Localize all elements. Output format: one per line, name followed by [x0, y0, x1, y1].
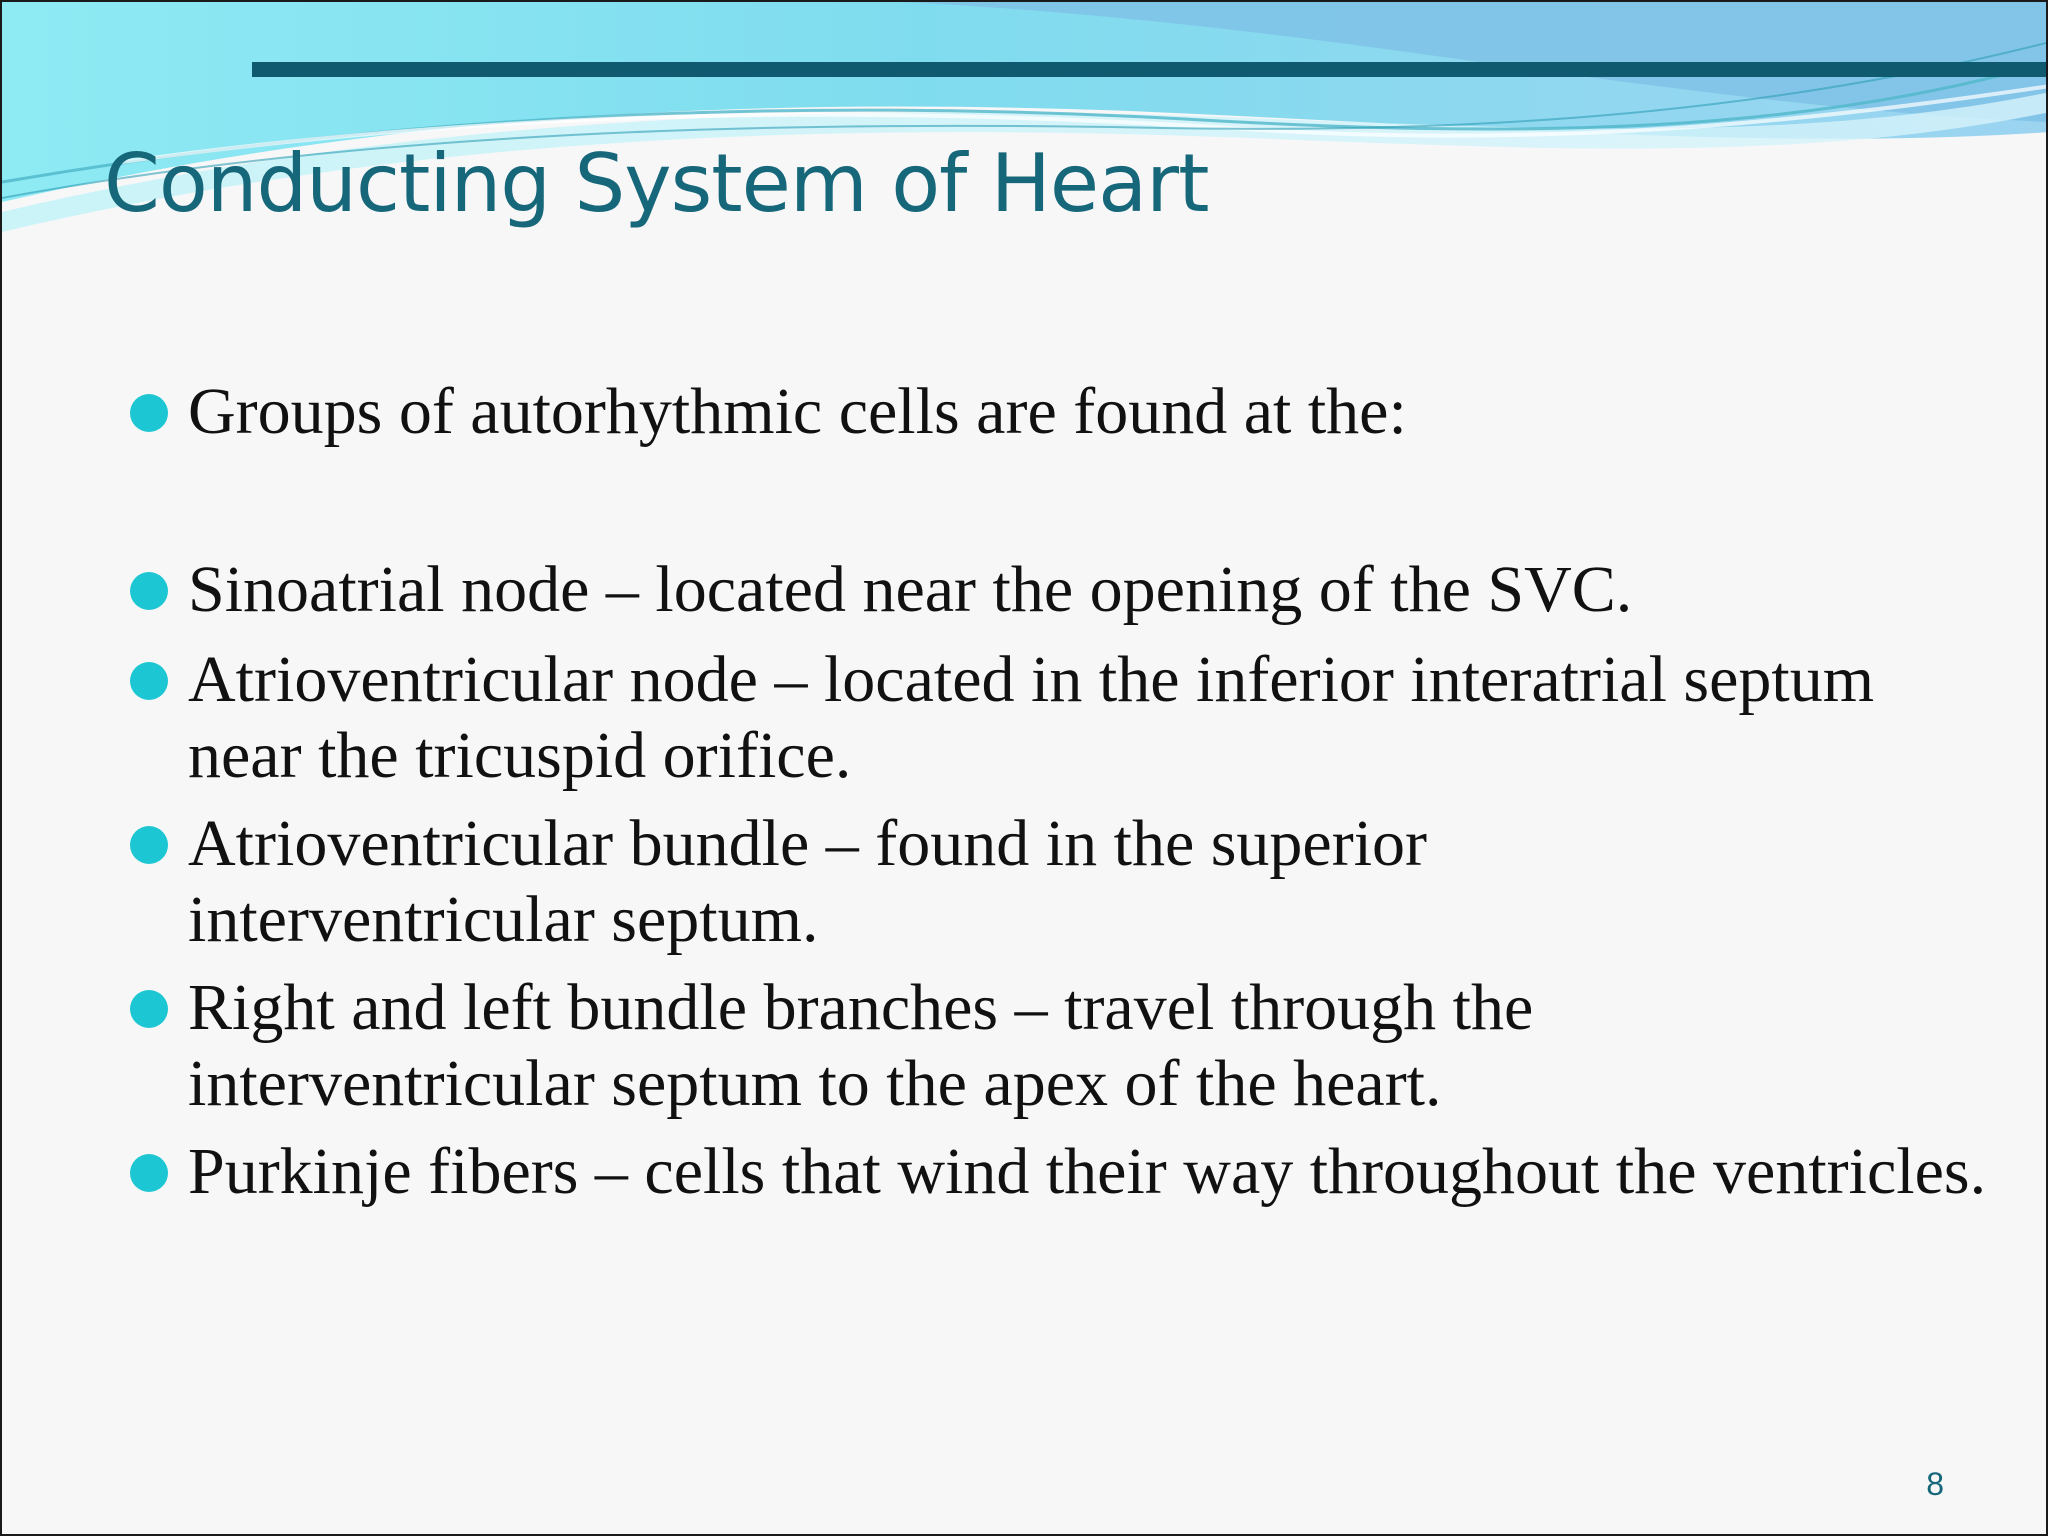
- bullet-dot-icon: [130, 1154, 168, 1192]
- bullet-dot-icon: [130, 662, 168, 700]
- bullet-list: [2, 2, 2048, 1402]
- slide-title: Conducting System of Heart: [104, 137, 1209, 230]
- bullet-text: Sinoatrial node – located near the opening of the SVC.: [188, 553, 1633, 626]
- bullet-item: [130, 970, 1830, 1122]
- bullet-text: Right and left bundle branches – travel through the interventricular septum to the apex of the heart.: [188, 971, 1534, 1120]
- bullet-item: [130, 642, 1990, 794]
- bullet-text: Atrioventricular bundle – found in the superior interventricular septum.: [188, 807, 1428, 956]
- bullet-item: [130, 1134, 2010, 1210]
- bullet-dot-icon: [130, 394, 168, 432]
- bullet-item: [130, 806, 1710, 958]
- bullet-item: [130, 374, 1930, 450]
- bullet-text: Purkinje fibers – cells that wind their way throughout the ventricles.: [188, 1135, 1987, 1208]
- page-number: 8: [1926, 1466, 1944, 1502]
- bullet-item: [130, 552, 1930, 628]
- bullet-dot-icon: [130, 826, 168, 864]
- bullet-dot-icon: [130, 572, 168, 610]
- bullet-text: Atrioventricular node – located in the inferior interatrial septum near the tricuspid orifice.: [188, 643, 1875, 792]
- bullet-text: Groups of autorhythmic cells are found at the:: [188, 375, 1407, 448]
- bullet-dot-icon: [130, 990, 168, 1028]
